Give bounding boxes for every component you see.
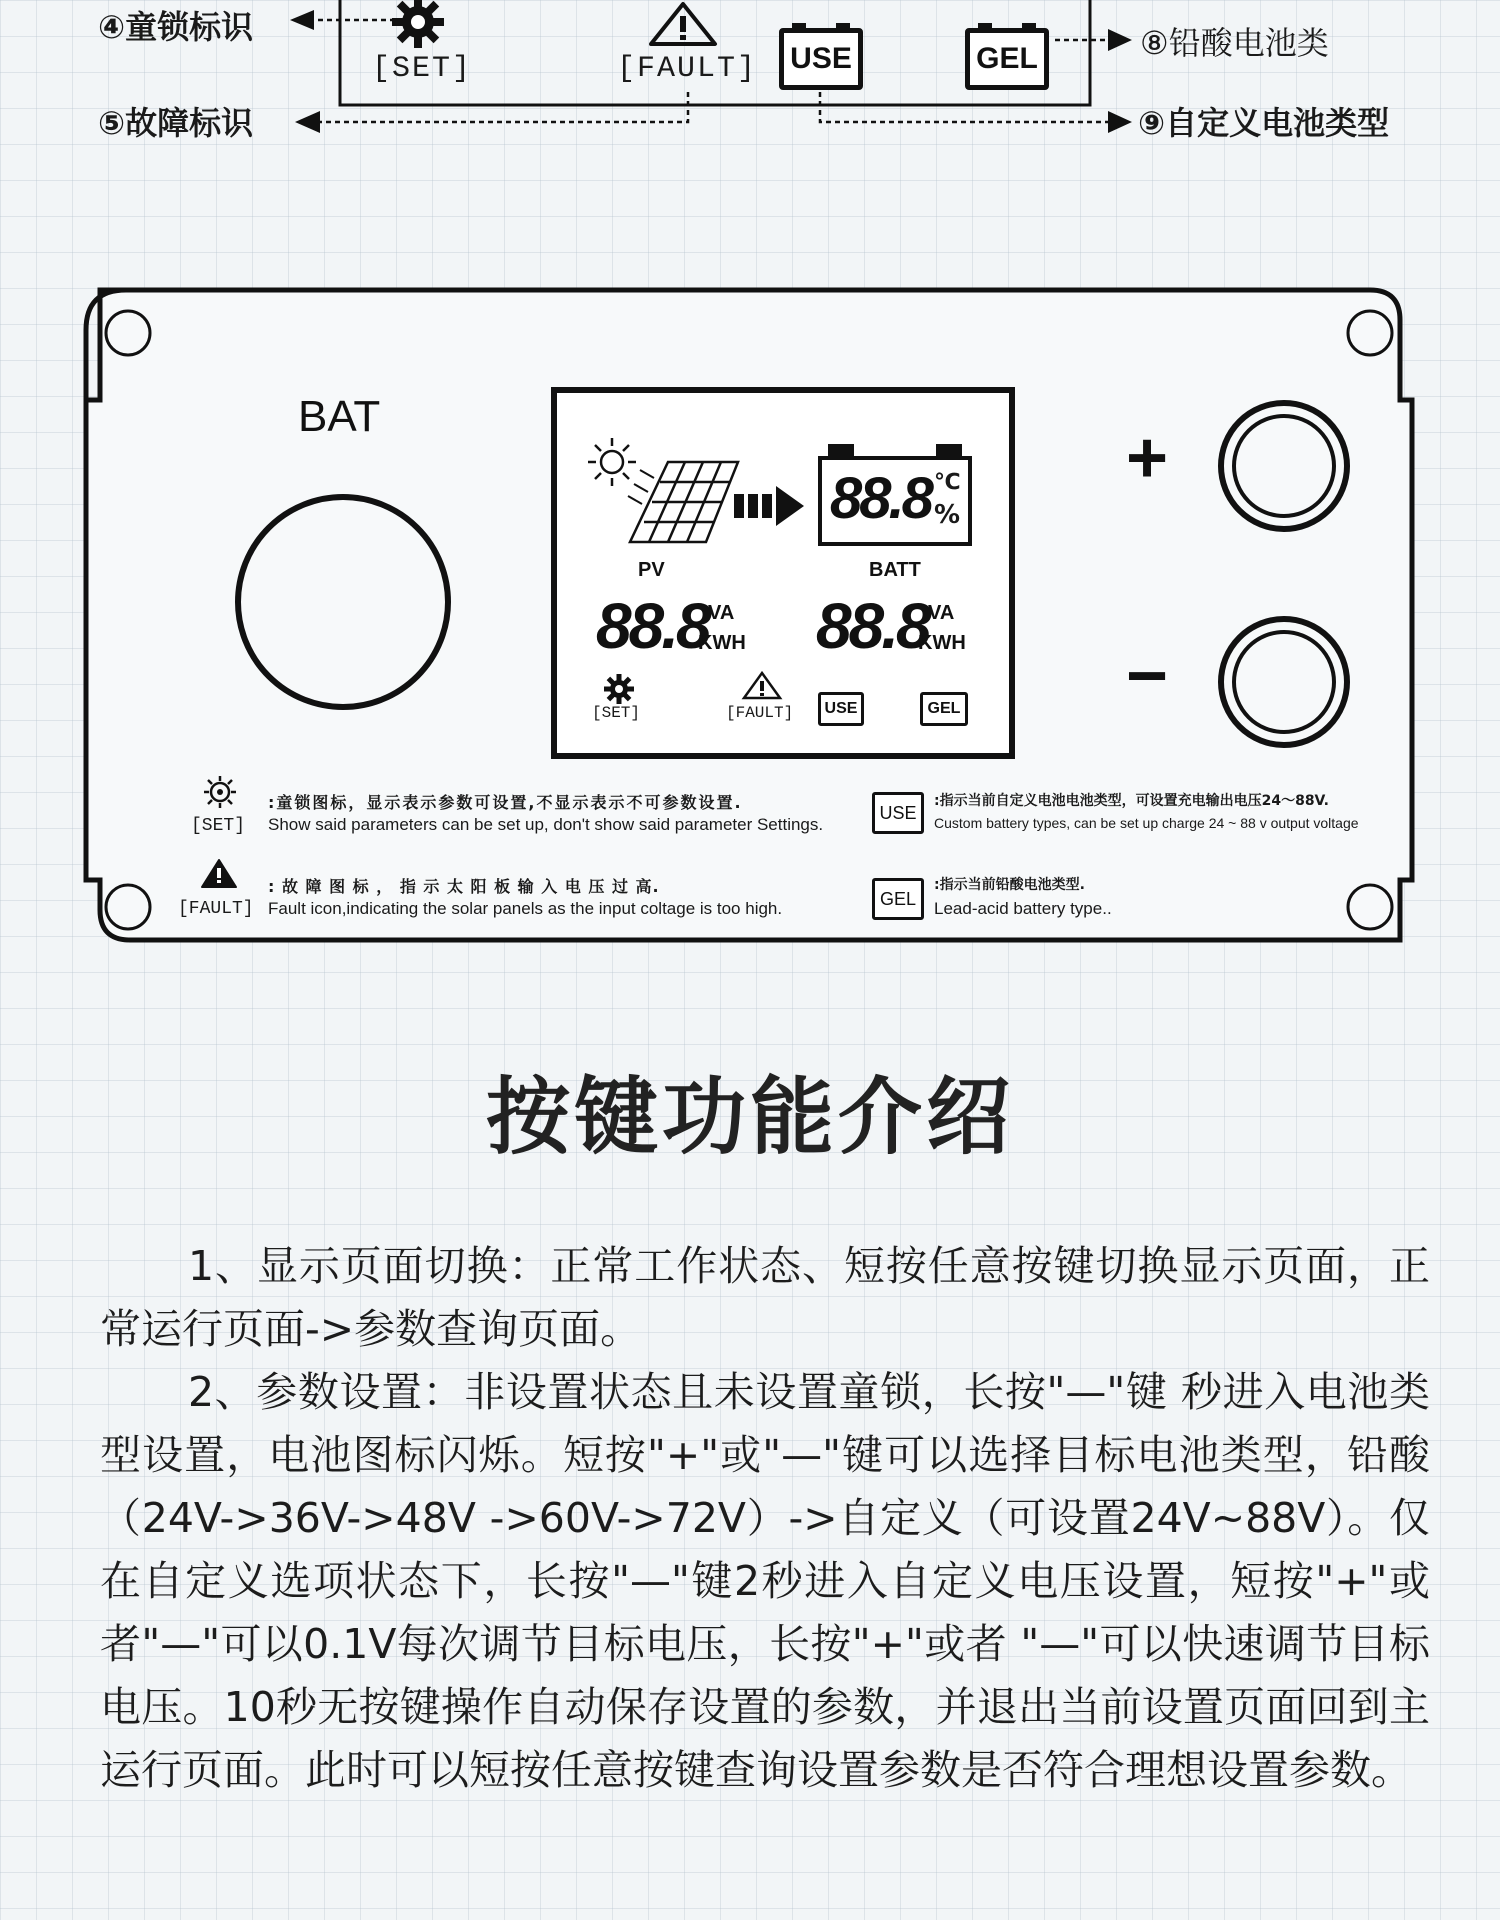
legend-fault-en: Fault icon,indicating the solar panels as the input coltage is too high. bbox=[268, 899, 783, 918]
mount-hole-top-left bbox=[106, 311, 150, 355]
top-use-badge-label: USE bbox=[790, 42, 852, 75]
mount-hole-bottom-left bbox=[106, 885, 150, 929]
legend-fault-tag: [FAULT] bbox=[178, 899, 254, 919]
top-set-tag: [SET] bbox=[372, 52, 473, 86]
lcd-celsius: ℃ bbox=[934, 470, 961, 495]
legend-use-cn: :指示当前自定义电池电池类型，可设置充电输出电压24～88V. bbox=[934, 793, 1329, 809]
top-gel-badge-label: GEL bbox=[976, 42, 1038, 75]
legend-set-cn: :童锁图标，显示表示参数可设置,不显示表示不可参数设置. bbox=[268, 793, 743, 812]
section-title: 按键功能介绍 bbox=[485, 1068, 1014, 1166]
lcd-pv-label: PV bbox=[638, 559, 665, 581]
legend-gel-cn: :指示当前铅酸电池类型. bbox=[934, 877, 1085, 893]
lcd-batt-label: BATT bbox=[869, 559, 921, 581]
lcd-gear-icon bbox=[604, 674, 634, 704]
legend-gear-icon bbox=[204, 776, 236, 808]
lcd-batt2-va: VA bbox=[928, 602, 955, 624]
lcd-percent: % bbox=[934, 500, 961, 530]
lcd-fault-tag: [FAULT] bbox=[726, 704, 794, 722]
plus-button[interactable] bbox=[1221, 403, 1347, 529]
callout-fault: ⑤故障标识 bbox=[98, 104, 254, 142]
plus-symbol: + bbox=[1126, 418, 1169, 498]
lcd-batt2-kwh: KWH bbox=[918, 632, 966, 654]
lcd-pv-digits: 88.8 bbox=[596, 590, 709, 662]
minus-symbol: − bbox=[1126, 636, 1169, 716]
callout-child-lock: ④童锁标识 bbox=[98, 8, 254, 46]
top-fault-tag: [FAULT] bbox=[617, 52, 758, 86]
lcd-set-tag: [SET] bbox=[592, 704, 641, 722]
section-body bbox=[100, 1235, 1430, 1802]
mount-hole-top-right bbox=[1348, 311, 1392, 355]
callout-lead-acid: ⑧铅酸电池类 bbox=[1140, 24, 1329, 62]
legend-use-badge-label: USE bbox=[879, 802, 917, 823]
legend-gel-badge bbox=[872, 878, 924, 920]
legend-use-en: Custom battery types, can be set up charge 24 ~ 88 v output voltage bbox=[934, 815, 1359, 831]
lcd-gel-badge bbox=[920, 692, 968, 726]
legend-fault-cn: : 故 障 图 标 ， 指 示 太 阳 板 输 入 电 压 过 高. bbox=[268, 877, 660, 896]
legend-gel-badge-label: GEL bbox=[879, 888, 917, 909]
lcd-use-badge-label: USE bbox=[824, 700, 858, 717]
lcd-batt2-digits: 88.8 bbox=[816, 590, 929, 662]
callout-custom-type: ⑨自定义电池类型 bbox=[1138, 104, 1390, 142]
paragraph-display-switch: 1、显示页面切换：正常工作状态、短按任意按键切换显示页面，正常运行页面->参数查询页面。 bbox=[100, 1242, 1430, 1353]
lcd-pv-kwh: KWH bbox=[698, 632, 746, 654]
lcd-batt-digits: 88.8 bbox=[830, 466, 931, 531]
lcd-pv-va: VA bbox=[708, 602, 735, 624]
legend-use-badge bbox=[872, 792, 924, 834]
lcd-use-badge bbox=[818, 692, 864, 726]
paragraph-parameter-setting: 2、参数设置：非设置状态且未设置童锁，长按"—"键 秒进入电池类型设置，电池图标闪烁。短按"+"或"—"键可以选择目标电池类型，铅酸（24V->36V->48V ->60V->72V）->自定义（可设置24V~88V）。仅在自定义选项状态下，长按"—"键2秒进入自定义电压设置，短按"+"或者"—"可以0.1V每次调节目标电压，长按"+"或者 "—"可以快速调节目标电压。10秒无按键操作自动保存设置的参数，并退出当前设置页面回到主运行页面。此时可以短按任意按键查询设置参数是否符合理想设置参数。 bbox=[100, 1368, 1430, 1794]
legend-set-en: Show said parameters can be set up, don't show said parameter Settings. bbox=[268, 815, 824, 834]
bat-label: BAT bbox=[298, 392, 381, 441]
legend-set-tag: [SET] bbox=[191, 816, 246, 836]
legend-gel-en: Lead-acid battery type.. bbox=[934, 899, 1112, 918]
mount-hole-bottom-right bbox=[1348, 885, 1392, 929]
lcd-gel-badge-label: GEL bbox=[927, 700, 961, 717]
minus-button[interactable] bbox=[1221, 619, 1347, 745]
bat-knob-target[interactable] bbox=[238, 497, 448, 707]
